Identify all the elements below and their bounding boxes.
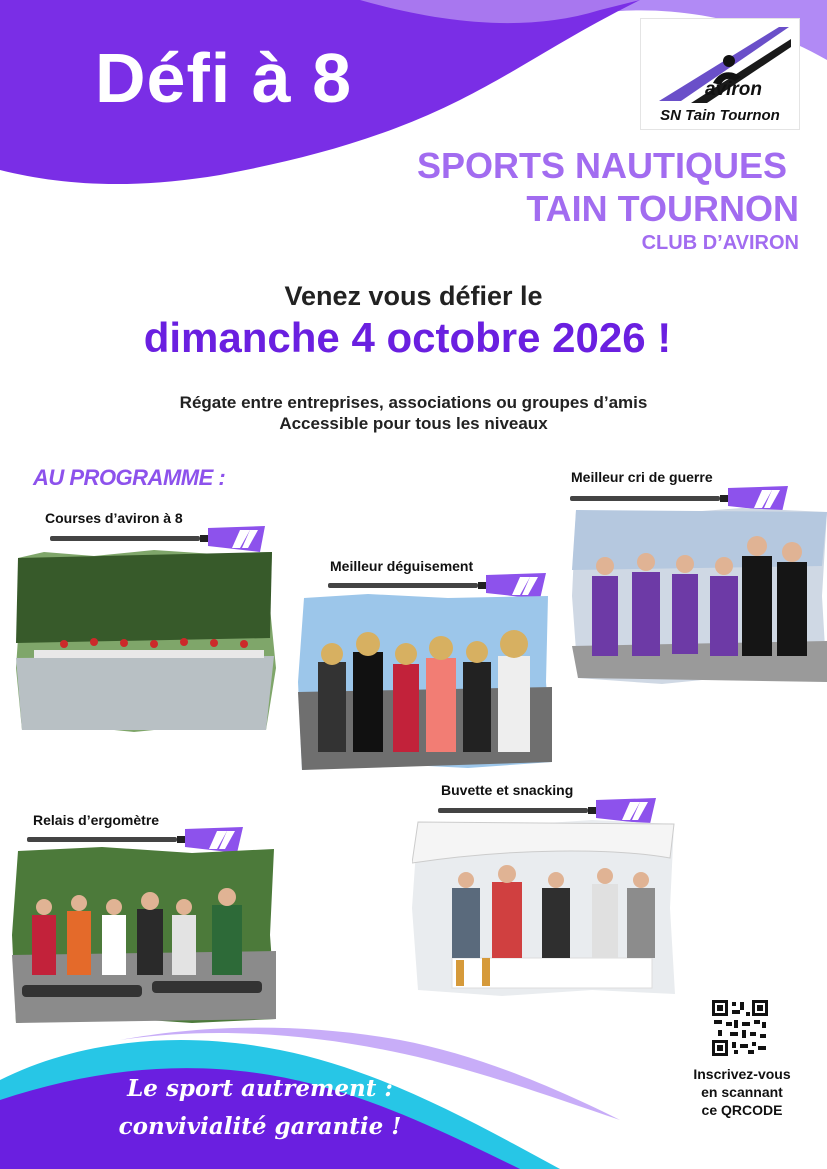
photo-ergometer-relay bbox=[12, 845, 276, 1025]
description-line2: Accessible pour tous les niveaux bbox=[279, 414, 548, 433]
qr-instruction-line3: ce QRCODE bbox=[701, 1102, 783, 1118]
event-date: dimanche 4 octobre 2026 ! bbox=[143, 314, 672, 361]
activity-label-snacking: Buvette et snacking bbox=[441, 782, 574, 798]
logo-line1: aviron bbox=[705, 79, 763, 100]
club-logo bbox=[640, 18, 800, 130]
activity-label-war-cry: Meilleur cri de guerre bbox=[571, 469, 713, 485]
photo-buffet bbox=[412, 818, 675, 998]
logo-line2: SN Tain Tournon bbox=[660, 107, 780, 124]
programme-heading: AU PROGRAMME : bbox=[33, 465, 226, 490]
slogan-line1: Le sport autrement : bbox=[127, 1075, 393, 1102]
page-title: Défi à 8 bbox=[95, 39, 352, 117]
slogan-line2: convivialité garantie ! bbox=[118, 1113, 402, 1140]
club-subtitle: CLUB D’AVIRON bbox=[641, 232, 799, 254]
activity-label-ergometer: Relais d’ergomètre bbox=[33, 812, 160, 828]
club-name-line1: SPORTS NAUTIQUES bbox=[416, 145, 787, 186]
invite-line: Venez vous défier le bbox=[284, 281, 543, 311]
photo-costume-group bbox=[298, 592, 552, 770]
qr-code-icon[interactable] bbox=[712, 1000, 768, 1056]
activity-label-costume: Meilleur déguisement bbox=[330, 558, 474, 574]
club-name-line2: TAIN TOURNON bbox=[526, 188, 799, 229]
qr-instruction-line2: en scannant bbox=[701, 1084, 783, 1100]
photo-rowing-race bbox=[14, 548, 276, 732]
qr-instruction-line1: Inscrivez-vous bbox=[693, 1066, 791, 1082]
photo-war-cry bbox=[572, 506, 827, 686]
activity-label-rowing: Courses d’aviron à 8 bbox=[45, 510, 183, 526]
description-line1: Régate entre entreprises, associations ou groupes d’amis bbox=[179, 393, 648, 412]
